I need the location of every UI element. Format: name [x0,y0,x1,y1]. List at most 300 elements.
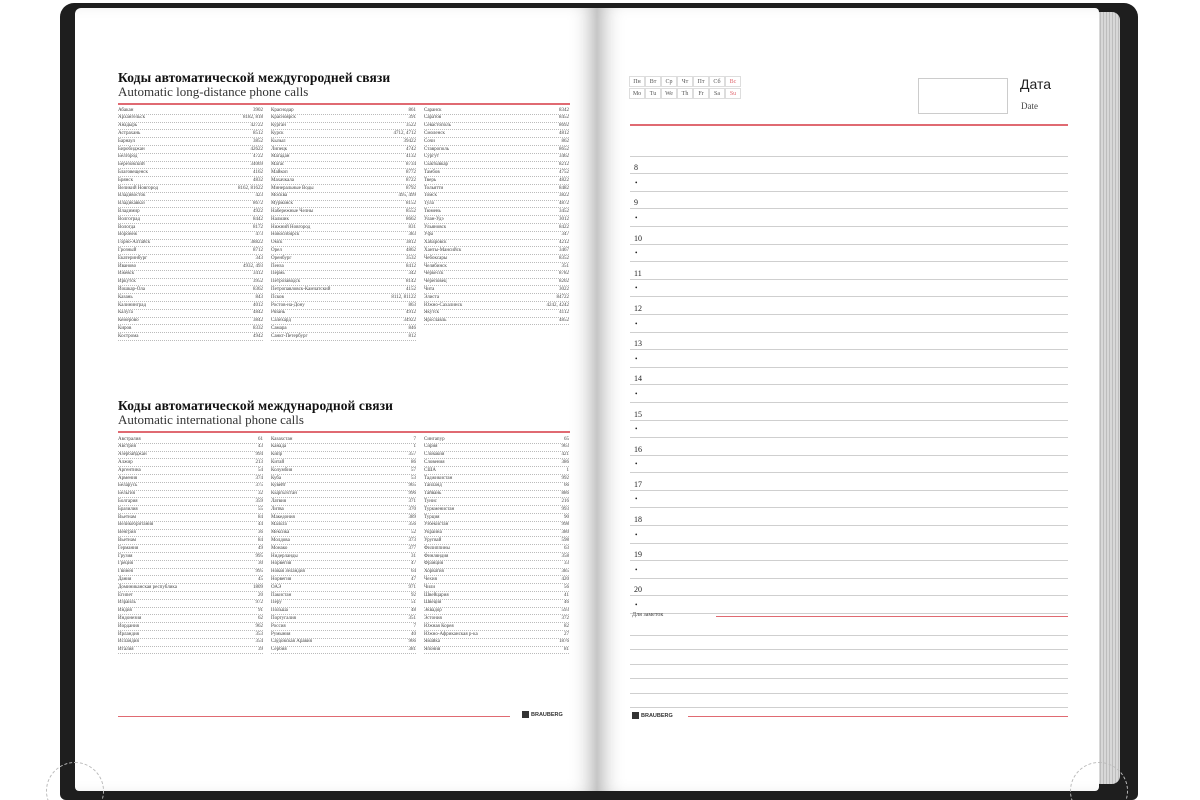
code-row [271,185,416,193]
code-city: Нижний Новгород [271,224,311,230]
code-value: 4832 [253,177,263,183]
code-value: 357 [408,452,416,458]
code-city: Чили [424,584,436,590]
schedule-line[interactable] [630,438,1068,456]
weekday-ru-4[interactable]: Чт [677,76,693,87]
code-city: Екатеринбург [118,255,148,261]
code-value: 8482 [559,185,569,191]
code-value: 3902 [253,107,263,113]
code-city: Алжир [118,459,133,465]
code-value: 8782 [559,271,569,277]
weekday-en-5[interactable]: Fr [693,88,709,99]
code-value: 370 [408,506,416,512]
code-value: 8692 [559,123,569,129]
code-value: 90 [564,514,569,520]
code-value: 4812 [559,130,569,136]
code-city: Перу [271,600,282,606]
schedule-line[interactable] [630,579,1068,597]
code-city: Литва [271,506,284,512]
code-value: 64 [411,569,416,575]
code-row [424,294,569,302]
code-row [118,530,263,538]
code-value: 92 [411,592,416,598]
code-row [424,545,569,553]
schedule-line[interactable] [630,315,1068,333]
code-city: Израиль [118,600,136,606]
code-row [424,286,569,294]
code-row [118,569,263,577]
code-row [271,623,416,631]
code-value: 391 [408,115,416,121]
code-city: Дания [118,576,132,582]
hour-label: 12 [634,303,642,313]
code-value: 86 [411,459,416,465]
schedule-line[interactable] [630,209,1068,227]
weekday-en-7[interactable]: Su [725,88,741,99]
code-value: 4872 [559,201,569,207]
code-city: Швейцария [424,592,449,598]
bullet-marker: • [635,389,638,398]
code-city: Кувейт [271,483,286,489]
weekday-ru-7[interactable]: Вс [725,76,741,87]
code-row [271,154,416,162]
code-row [271,216,416,224]
code-row [271,530,416,538]
code-value: 4862 [406,247,416,253]
weekday-ru-1[interactable]: Пн [629,76,645,87]
schedule-line[interactable] [630,280,1068,298]
code-value: 359 [255,498,263,504]
code-row [424,444,569,452]
notes-line[interactable] [630,621,1068,636]
code-value: 3412 [253,271,263,277]
code-value: 63 [564,545,569,551]
code-row [271,483,416,491]
weekday-selector [629,76,741,99]
weekday-ru-3[interactable]: Ср [661,76,677,87]
hour-label: 16 [634,444,642,454]
code-row [118,506,263,514]
weekday-ru-5[interactable]: Пт [693,76,709,87]
code-value: 57 [411,467,416,473]
code-value: 342 [408,271,416,277]
code-row [271,592,416,600]
notes-area [630,621,1068,708]
weekday-ru-6[interactable]: Сб [709,76,725,87]
code-value: 371 [408,498,416,504]
schedule-line[interactable] [630,139,1068,157]
code-city: Самара [271,325,287,331]
code-city: Филиппины [424,545,450,551]
date-field[interactable] [918,78,1008,114]
schedule-line[interactable] [630,421,1068,439]
code-row [118,162,263,170]
code-city: Нидерланды [271,553,298,559]
code-row [271,286,416,294]
code-row [118,444,263,452]
code-city: Улан-Удэ [424,216,444,222]
code-city: Южно-Африканская р-ка [424,631,478,637]
code-value: 8212 [559,162,569,168]
code-value: 992 [561,475,569,481]
code-city: Челябинск [424,263,447,269]
code-row [424,530,569,538]
code-row [118,467,263,475]
date-label: Дата [1020,76,1052,92]
schedule-line[interactable] [630,368,1068,386]
code-value: 347 [561,232,569,238]
bullet-marker: • [635,284,638,293]
code-city: Уфа [424,232,433,238]
code-row [424,279,569,287]
code-row [118,294,263,302]
code-row [118,623,263,631]
code-value: 598 [561,537,569,543]
code-city: Сирия [424,444,438,450]
code-value: 372 [561,615,569,621]
schedule-line[interactable] [630,227,1068,245]
code-value: 358 [561,553,569,559]
code-value: 8552 [406,208,416,214]
code-row [424,185,569,193]
schedule-line[interactable] [630,544,1068,562]
schedule-line[interactable] [630,262,1068,280]
code-city: Белгород [118,154,138,160]
weekday-en-1[interactable]: Mo [629,88,645,99]
code-row [118,146,263,154]
weekday-en-4[interactable]: Th [677,88,693,99]
code-row [118,154,263,162]
code-value: 30 [258,561,263,567]
notes-line[interactable] [630,650,1068,665]
code-row [271,467,416,475]
code-value: 46 [564,600,569,606]
code-city: Нальчик [271,216,289,222]
code-city: Македония [271,514,295,520]
code-city: Швеция [424,600,442,606]
code-value: 421 [561,452,569,458]
code-value: 8652 [559,146,569,152]
code-city: Германия [118,545,139,551]
code-city: Бразилия [118,506,138,512]
code-value: 32 [258,491,263,497]
notes-label: Для заметок [632,612,664,618]
code-value: 377 [408,545,416,551]
code-value: 353 [255,631,263,637]
schedule-line[interactable] [630,192,1068,210]
code-city: Мальта [271,522,287,528]
code-row [424,459,569,467]
weekday-en-3[interactable]: We [661,88,677,99]
code-city: Йошкар-Ола [118,286,146,292]
code-city: Краснодар [271,107,294,113]
code-value: 8152 [406,201,416,207]
code-value: 4712, 4712 [393,130,416,136]
code-row [424,522,569,530]
code-city: Доминиканская республика [118,584,177,590]
code-value: 4932, 493 [243,263,263,269]
code-value: 8792 [406,185,416,191]
code-value: 216 [561,498,569,504]
code-value: 61 [258,436,263,442]
notes-line[interactable] [630,636,1068,651]
code-city: Сочи [424,138,435,144]
code-city: Исландия [118,639,139,645]
notes-line[interactable] [630,679,1068,694]
schedule-line[interactable] [630,297,1068,315]
code-city: Вологда [118,224,136,230]
code-value: 354 [255,639,263,645]
code-city: Франция [424,561,443,567]
code-city: Саудовская Аравия [271,639,312,645]
schedule-line[interactable] [630,333,1068,351]
code-value: 473 [255,232,263,238]
code-city: Майкоп [271,169,288,175]
code-city: Псков [271,294,284,300]
code-city: США [424,467,436,473]
code-city: Индия [118,608,132,614]
code-city: Смоленск [424,130,445,136]
weekday-en-2[interactable]: Tu [645,88,661,99]
code-value: 39 [258,647,263,653]
code-value: 8422 [559,224,569,230]
bullet-marker: • [635,213,638,222]
code-value: 423 [255,193,263,199]
code-city: Кемерово [118,318,139,324]
code-row [271,553,416,561]
code-row [271,255,416,263]
code-value: 863 [408,302,416,308]
code-value: 8442 [253,216,263,222]
code-row [424,107,569,115]
code-city: Сербия [271,647,287,653]
code-row [118,584,263,592]
code-row [424,154,569,162]
code-row [118,639,263,647]
bullet-marker: • [635,495,638,504]
code-city: Черкесск [424,271,444,277]
schedule-line[interactable] [630,473,1068,491]
code-value: 3842 [253,318,263,324]
code-city: Сингапур [424,436,445,442]
code-value: 82 [564,623,569,629]
schedule-line[interactable] [630,526,1068,544]
weekday-ru-2[interactable]: Вт [645,76,661,87]
code-city: Армения [118,475,138,481]
code-value: 1 [413,444,416,450]
code-value: 375 [255,483,263,489]
notes-line[interactable] [630,665,1068,680]
code-value: 389 [408,514,416,520]
code-city: Березовский [118,162,145,168]
code-row [424,302,569,310]
code-city: Тунис [424,498,437,504]
code-row [424,130,569,138]
code-city: Латвия [271,498,287,504]
code-value: 846 [408,325,416,331]
code-row [424,491,569,499]
code-city: Польша [271,608,288,614]
code-row [118,138,263,146]
code-city: Астрахань [118,130,141,136]
code-row [424,232,569,240]
schedule-line[interactable] [630,157,1068,175]
code-row [118,325,263,333]
code-city: Томск [424,193,437,199]
code-value: 66 [564,483,569,489]
code-value: 965 [408,483,416,489]
code-value: 7 [413,623,416,629]
right-footer-rule [688,716,1068,717]
code-city: Анадырь [118,123,138,129]
schedule-line[interactable] [630,174,1068,192]
code-row [424,592,569,600]
code-value: 994 [255,452,263,458]
code-row [271,123,416,131]
hour-label: 15 [634,409,642,419]
schedule-line[interactable] [630,491,1068,509]
code-row [118,459,263,467]
code-row [271,436,416,444]
code-city: Элиста [424,294,440,300]
code-row [118,647,263,655]
code-value: 962 [255,623,263,629]
code-row [118,279,263,287]
code-city: Чебоксары [424,255,448,261]
code-city: Канада [271,444,287,450]
code-city: Уругвай [424,537,442,543]
code-value: 4942 [253,333,263,339]
schedule-line[interactable] [630,596,1068,614]
schedule-line[interactable] [630,403,1068,421]
code-value: 4212 [559,240,569,246]
code-city: Петропавловск-Камчатский [271,286,331,292]
code-city: Казахстан [271,436,293,442]
code-value: 27 [564,631,569,637]
code-city: Вьетнам [118,537,137,543]
code-city: Абакан [118,107,134,113]
code-value: 8734 [406,162,416,168]
code-city: Норвегия [271,576,292,582]
code-value: 8142 [406,279,416,285]
code-city: Омск [271,240,283,246]
code-row [424,631,569,639]
code-value: 995 [255,569,263,575]
schedule-line[interactable] [630,350,1068,368]
weekday-en-6[interactable]: Sa [709,88,725,99]
code-row [271,302,416,310]
code-value: 45 [258,576,263,582]
code-value: 43 [258,444,263,450]
code-row [424,623,569,631]
code-row [118,561,263,569]
code-value: 4852 [559,318,569,324]
code-value: 3022 [559,286,569,292]
code-value: 4822 [559,177,569,183]
code-city: Португалия [271,615,296,621]
code-value: 8182, 818 [243,115,263,121]
notes-line[interactable] [630,694,1068,709]
hour-label: 19 [634,550,642,560]
bullet-marker: • [635,425,638,434]
domestic-column-2 [271,107,416,341]
code-value: 385 [561,569,569,575]
code-row [118,224,263,232]
code-value: 53 [411,475,416,481]
schedule-line[interactable] [630,561,1068,579]
code-city: Курган [271,123,286,129]
code-city: Чехия [424,576,437,582]
code-row [118,123,263,131]
code-value: 420 [561,576,569,582]
code-city: Вьетнам [118,514,137,520]
brand-logo-icon [522,711,529,718]
code-city: Египет [118,592,133,598]
code-city: Сургут [424,154,439,160]
code-row [118,185,263,193]
code-row [271,279,416,287]
code-row [424,201,569,209]
code-city: Великий Новгород [118,185,159,191]
code-row [271,193,416,201]
code-row [118,286,263,294]
code-row [271,615,416,623]
code-value: 4152 [406,286,416,292]
code-value: 351 [408,615,416,621]
code-city: Италия [118,647,134,653]
code-city: Набережные Челны [271,208,314,214]
code-row [118,522,263,530]
code-value: 8342 [559,107,569,113]
code-value: 47 [411,561,416,567]
code-city: Казань [118,294,133,300]
code-value: 3522 [406,123,416,129]
schedule-line[interactable] [630,456,1068,474]
code-value: 8712 [253,247,263,253]
code-row [424,162,569,170]
schedule-line[interactable] [630,245,1068,263]
domestic-codes-subtitle: Automatic long-distance phone calls [118,84,309,99]
code-row [424,561,569,569]
code-value: 4742 [406,146,416,152]
code-row [271,506,416,514]
code-value: 4162 [253,169,263,175]
code-row [271,162,416,170]
hour-label: 10 [634,233,642,243]
code-row [118,514,263,522]
code-row [424,224,569,232]
code-row [424,514,569,522]
code-value: 8172 [253,224,263,230]
code-row [271,522,416,530]
international-column-1 [118,436,263,654]
code-value: 44 [258,522,263,528]
schedule-line[interactable] [630,385,1068,403]
code-row [271,514,416,522]
code-city: Липецк [271,146,288,152]
schedule-line[interactable] [630,508,1068,526]
code-city: Словения [424,459,445,465]
code-city: Колумбия [271,467,293,473]
code-city: Великобритания [118,522,154,528]
code-city: Пермь [271,271,285,277]
corner-perforation [46,762,104,800]
hour-label: 8 [634,163,638,173]
code-row [271,498,416,506]
code-value: 4752 [559,169,569,175]
code-city: Тамбов [424,169,440,175]
code-city: Грозный [118,247,137,253]
